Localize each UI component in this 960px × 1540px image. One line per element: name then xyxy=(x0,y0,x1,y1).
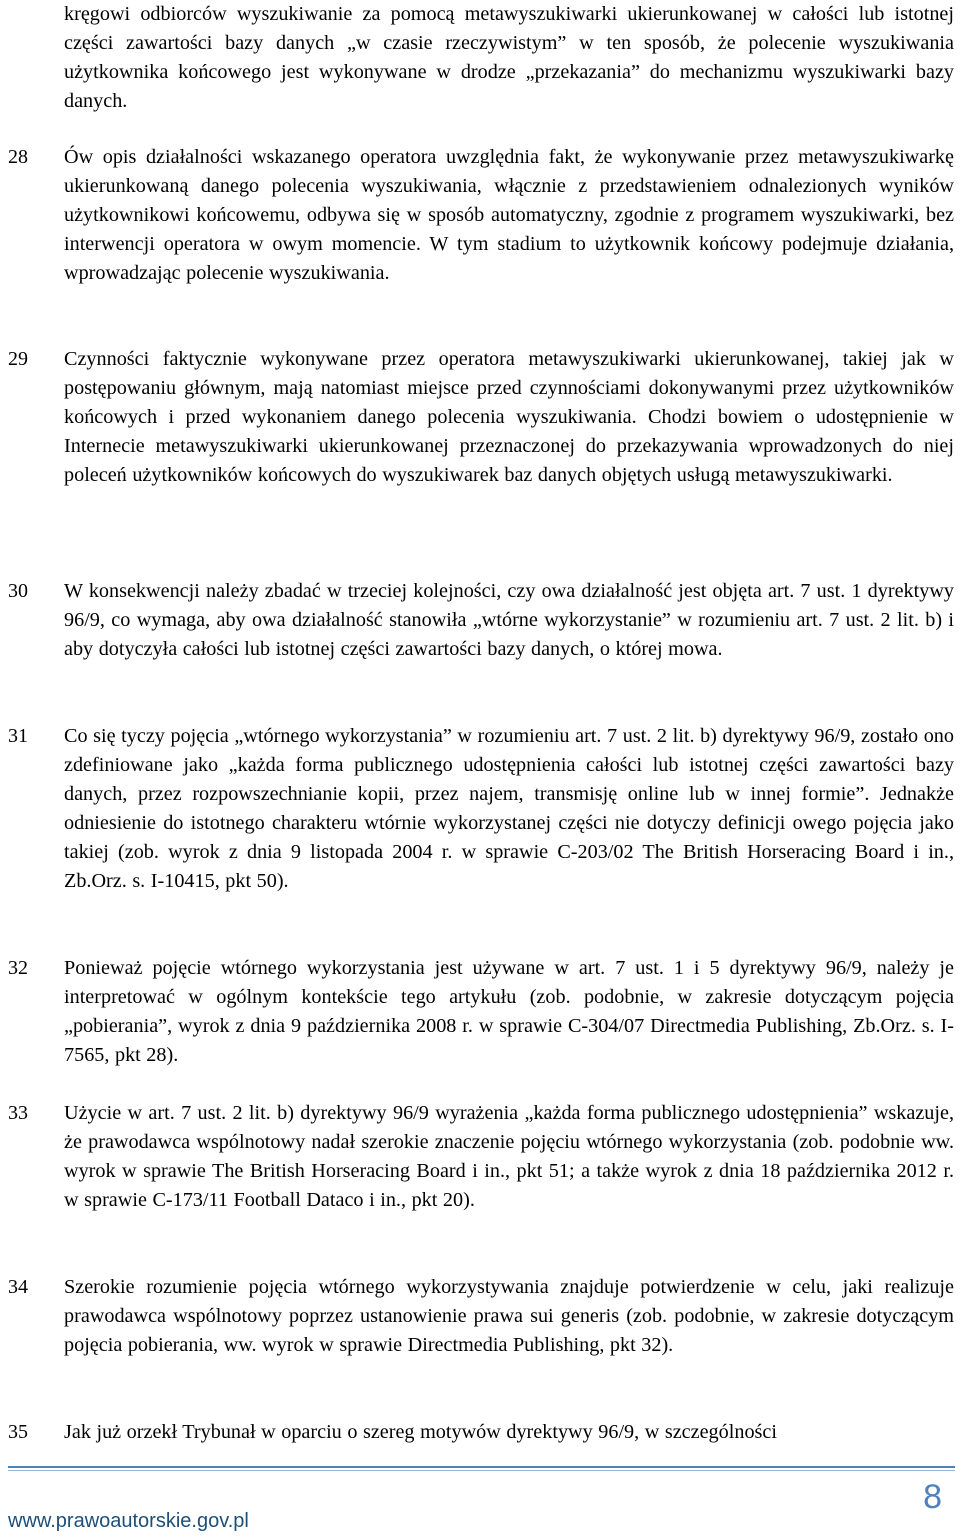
paragraph-text: Ów opis działalności wskazanego operatora uwzględnia fakt, że wykonywanie przez metawyszukiwarkę ukierunkowaną danego polecenia wyszukiwania, włącznie z przedstawieniem odnalezionych wyników użytkownikowi końcowemu, odbywa się w sposób automatyczny, zgodnie z programem wyszukiwarki, bez interwencji operatora w owym momencie. W tym stadium to użytkownik końcowy podejmuje działania, wprowadzając polecenie wyszukiwania. xyxy=(64,146,954,284)
paragraph-29 xyxy=(0,345,960,490)
paragraph-30 xyxy=(0,577,960,664)
paragraph-number: 34 xyxy=(8,1276,28,1298)
paragraph-number: 32 xyxy=(8,957,28,979)
intro-paragraph xyxy=(0,0,960,116)
page-number: 8 xyxy=(923,1478,942,1516)
paragraph-text: Jak już orzekł Trybunał w oparciu o szereg motywów dyrektywy 96/9, w szczególności xyxy=(64,1421,777,1443)
paragraph-text: Użycie w art. 7 ust. 2 lit. b) dyrektywy 96/9 wyrażenia „każda forma publicznego udostępnienia” wskazuje, że prawodawca wspólnotowy nadał szerokie znaczenie pojęciu wtórnego wykorzystania (zob. podobnie ww. wyrok w sprawie The British Horseracing Board i in., pkt 51; a także wyrok z dnia 18 października 2012 r. w sprawie C-173/11 Football Dataco i in., pkt 20). xyxy=(64,1102,954,1211)
paragraph-34 xyxy=(0,1273,960,1360)
paragraph-number: 28 xyxy=(8,146,28,168)
footer-website-link[interactable]: www.prawoautorskie.gov.pl xyxy=(8,1510,249,1532)
paragraph-31 xyxy=(0,722,960,896)
paragraph-28 xyxy=(0,143,960,288)
paragraph-text: Co się tyczy pojęcia „wtórnego wykorzystania” w rozumieniu art. 7 ust. 2 lit. b) dyrektywy 96/9, zostało ono zdefiniowane jako „każda forma publicznego udostępnienia całości lub istotnej części zawartości bazy danych, przez rozpowszechnianie kopii, przez najem, transmisję online lub w innej formie”. Jednakże odniesienie do istotnego charakteru wtórnie wykorzystanej części nie dotyczy definicji owego pojęcia jako takiej (zob. wyrok z dnia 9 listopada 2004 r. w sprawie C-203/02 The British Horseracing Board i in., Zb.Orz. s. I-10415, pkt 50). xyxy=(64,725,954,892)
paragraph-number: 29 xyxy=(8,348,28,370)
paragraph-number: 30 xyxy=(8,580,28,602)
paragraph-number: 31 xyxy=(8,725,28,747)
paragraph-text: Ponieważ pojęcie wtórnego wykorzystania jest używane w art. 7 ust. 1 i 5 dyrektywy 96/9, należy je interpretować w ogólnym kontekście tego artykułu (zob. podobnie, w zakresie dotyczącym pojęcia „pobierania”, wyrok z dnia 9 października 2008 r. w sprawie C-304/07 Directmedia Publishing, Zb.Orz. s. I-7565, pkt 28). xyxy=(64,957,954,1066)
paragraph-number: 33 xyxy=(8,1102,28,1124)
paragraph-number: 35 xyxy=(8,1421,28,1443)
paragraph-32 xyxy=(0,954,960,1070)
paragraph-33 xyxy=(0,1099,960,1215)
footer-divider xyxy=(8,1466,955,1468)
paragraph-text: Czynności faktycznie wykonywane przez operatora metawyszukiwarki ukierunkowanej, takiej jak w postępowaniu głównym, mają natomiast miejsce przed czynnościami dokonywanymi przez użytkowników końcowych i przed wykonaniem danego polecenia wyszukiwania. Chodzi bowiem o udostępnienie w Internecie metawyszukiwarki ukierunkowanej przeznaczonej do przekazywania wprowadzonych do niej poleceń użytkowników końcowych do wyszukiwarek baz danych objętych usługą metawyszukiwarki. xyxy=(64,348,954,486)
paragraph-text: Szerokie rozumienie pojęcia wtórnego wykorzystywania znajduje potwierdzenie w celu, jaki realizuje prawodawca wspólnotowy poprzez ustanowienie prawa sui generis (zob. podobnie, w zakresie dotyczącym pojęcia pobierania, ww. wyrok w sprawie Directmedia Publishing, pkt 32). xyxy=(64,1276,954,1356)
intro-text: kręgowi odbiorców wyszukiwanie za pomocą metawyszukiwarki ukierunkowanej w całości lub istotnej części zawartości bazy danych „w czasie rzeczywistym” w ten sposób, że polecenie wyszukiwania użytkownika końcowego jest wykonywane w drodze „przekazania” do mechanizmu wyszukiwarki bazy danych. xyxy=(64,3,954,112)
paragraph-35 xyxy=(0,1418,960,1447)
footer-divider-thin xyxy=(8,1470,955,1471)
paragraph-text: W konsekwencji należy zbadać w trzeciej kolejności, czy owa działalność jest objęta art. 7 ust. 1 dyrektywy 96/9, co wymaga, aby owa działalność stanowiła „wtórne wykorzystanie” w rozumieniu art. 7 ust. 2 lit. b) i aby dotyczyła całości lub istotnej części zawartości bazy danych, o której mowa. xyxy=(64,580,954,660)
